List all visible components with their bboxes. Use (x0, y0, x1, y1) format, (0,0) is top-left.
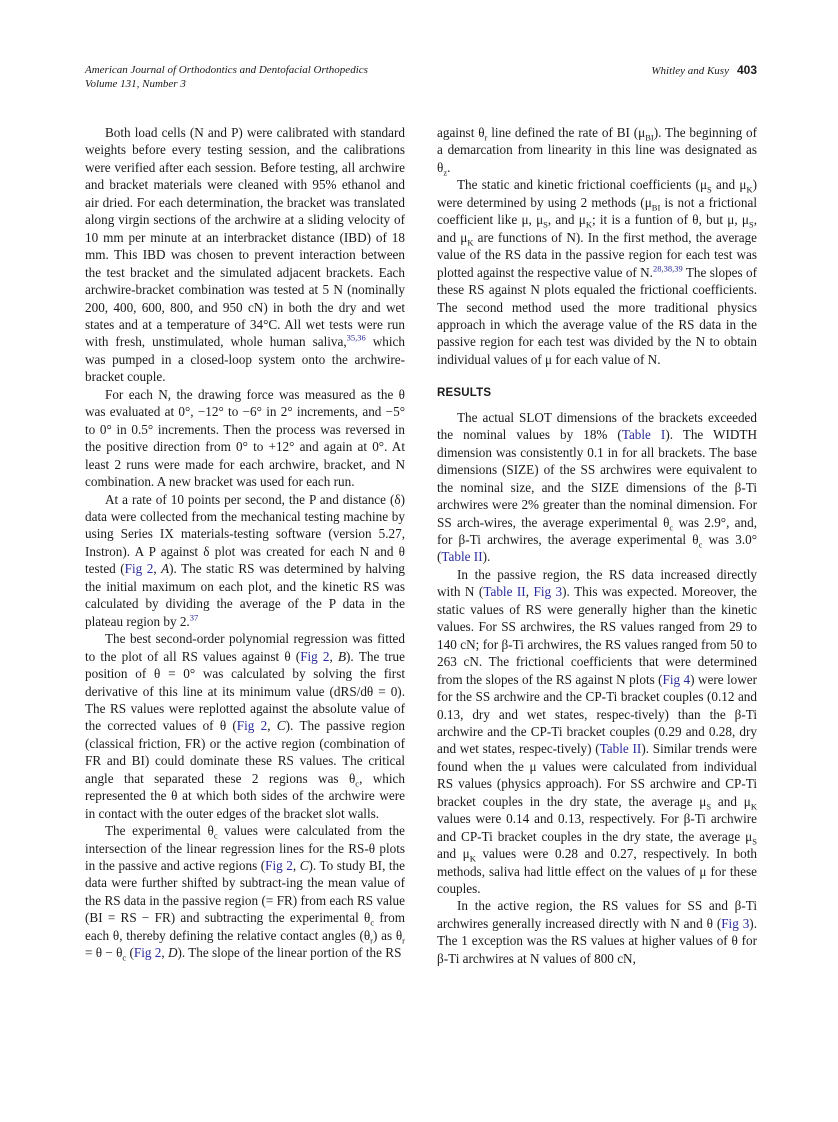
paragraph: The experimental $\theta_c$ values were calculated from the intersection of the linear regression lines for the RS-θ plots in the passive and active regions (Fig 2, C). To study BI, the data were further shifted by subtract-ing the mean value of the RS data in the passive region (= FR) from each RS value (BI = RS − FR) and subtracting the experimental $\theta_c$ from each θ, thereby defining the relative contact angles $(\theta_r)$ as $\theta_r = \theta - \theta_c$ (Fig 2, D). The slope of the linear portion of the RS (85, 823, 406, 963)
page-number: 403 (736, 63, 757, 77)
cross-reference-link[interactable]: Fig 2 (300, 648, 330, 664)
left-column (85, 124, 405, 962)
paragraph: The actual SLOT dimensions of the brackets exceeded the nominal values by 18% (Table I). The WIDTH dimension was consistently 0.1 in for all brackets. The base dimensions (SIZE) of the SS archwires were equivalent to the nominal size, and the SIZE dimensions of the β-Ti archwires were 2% greater than the nominal dimension. For SS arch-wires, the average experimental $\theta_c$ was 2.9°, and, for β-Ti archwires, the average experimental $\theta_c$ was 3.0° (Table II). (437, 409, 758, 565)
cross-reference-link[interactable]: Table II (441, 549, 483, 565)
paragraph: At a rate of 10 points per second, the P and distance (δ) data were collected from the mechanical testing machine by using Series IX materials-testing software (version 5.27, Instron). A P against δ plot was created for each N and θ tested (Fig 2, A). The static RS was determined by halving the initial maximum on each plot, and the kinetic RS was calculated by dividing the average of the P data in the plateau region by 2.37 (85, 491, 406, 629)
cross-reference-link[interactable]: Fig 4 (662, 671, 691, 687)
paragraph: In the active region, the RS values for SS and β-Ti archwires generally increased directly with N and θ (Fig 3). The 1 exception was the RS values at higher values of θ for β-Ti archwires at N values of 800 cN, (437, 898, 757, 966)
paragraph: The static and kinetic frictional coefficients ($\mu_S$ and $\mu_K$) were determined by using 2 methods ($\mu_{BI}$ is not a frictional coefficient like μ, $\mu_S$, and $\mu_K$; it is a funtion of θ, but μ, $\mu_S$, and $\mu_K$ are functions of N). In the first method, the average value of the RS data in the passive region for each test was plotted against the respective value of N.$^{28,38,39}$ The slopes of these RS against N plots equaled the frictional coefficients. The second method used the more traditional physics approach in which the average value of the RS data in the passive region for each test was divided by the N to obtain individual values of μ for each value of N. (437, 177, 757, 367)
cross-reference-link[interactable]: Table I (621, 427, 666, 443)
paragraph: against $\theta_r$ line defined the rate of BI $(\mu_{BI})$. The beginning of a demarcation from linearity in this line was designated as $\theta_z$. (437, 125, 758, 178)
citation-link[interactable]: 28,38,39 (652, 263, 683, 274)
paragraph: Both load cells (N and P) were calibrated with standard weights before every testing session, and the calibrations were verified after each session. Before testing, all archwire and bracket materials were cleaned with 95% ethanol and air dried. For each determination, the bracket was translated along virgin sections of the archwire at a sliding velocity of 10 mm per minute at an interbracket distance (IBD) of 18 mm. This IBD was chosen to prevent interaction between the test bracket and the simulated adjacent brackets. Each archwire-bracket combination was tested at 5 N (nominally 200, 400, 600, 800, and 950 cN) in both the dry and wet states and at a temperature of 34°C. All wet tests were run with fresh, unstimulated, whole human saliva,$^{35,36}$ which was pumped in a closed-loop system onto the archwire-bracket couple. (85, 125, 405, 385)
citation-link[interactable]: 35,36 (346, 333, 366, 344)
cross-reference-link[interactable]: Fig 3 (721, 915, 750, 931)
journal-volume: Volume 131, Number 3 (85, 78, 186, 90)
paragraph: The best second-order polynomial regression was fitted to the plot of all RS values against θ (Fig 2, B). The true position of θ = 0° was calculated by solving the first derivative of this line at its minimum value (dRS/dθ = 0). The RS values were replotted against the absolute value of the corrected values of θ (Fig 2, C). The passive region (classical friction, FR) or the active region (combination of FR and BI) could dominate these RS values. The critical angle that separated these 2 regions was $\theta_c$, which represented the θ at which both sides of the archwire were in contact with the outer edges of the bracket slot walls. (85, 631, 406, 821)
cross-reference-link[interactable]: Fig 2 (133, 945, 162, 961)
cross-reference-link[interactable]: Fig 2 (124, 561, 154, 577)
paragraph: For each N, the drawing force was measured as the θ was evaluated at 0°, −12° to −6° in 2° increments, and −5° to 0° in 0.5° increments. Then the process was reversed in the positive direction from 0° to +12° and again at 0°. At least 2 runs were made for each archwire, bracket, and N combination. A new bracket was used for each run. (85, 386, 405, 490)
authors: Whitley and Kusy (651, 65, 729, 77)
section-heading-results: RESULTS (437, 387, 492, 400)
cross-reference-link[interactable]: Fig 2 (265, 858, 293, 874)
cross-reference-link[interactable]: Table II (483, 584, 526, 600)
citation-link[interactable]: 37 (189, 612, 199, 623)
paragraph: In the passive region, the RS data increased directly with N (Table II, Fig 3). This was expected. Moreover, the static values of RS were generally higher than the kinetic values. For SS archwires, the RS values ranged from 29 to 140 cN; for β-Ti archwires, the RS values ranged from 50 to 263 cN. The frictional coefficients that were determined from the slopes of the RS against N plots (Fig 4) were lower for the SS archwire and the CP-Ti bracket couples (0.12 and 0.13, dry and wet states, respec-tively) than the β-Ti archwire and the CP-Ti bracket couples (0.29 and 0.28, dry and wet states, respec-tively) (Table II). Similar trends were found when the μ values were calculated from individual RS values (physics approach). For SS archwire and CP-Ti bracket couples in the dry state, the average $\mu_S$ and $\mu_K$ values were 0.14 and 0.13, respectively. For β-Ti archwire and CP-Ti bracket couples in the dry state, the average $\mu_S$ and $\mu_K$ values were 0.28 and 0.27, respectively. In both methods, saliva had little effect on the values of μ for these couples. (437, 566, 758, 897)
header-right (651, 63, 757, 78)
running-header (85, 63, 757, 91)
cross-reference-link[interactable]: Fig 3 (533, 584, 563, 600)
cross-reference-link[interactable]: Fig 2 (236, 718, 268, 734)
cross-reference-link[interactable]: Table II (599, 741, 642, 757)
journal-title: American Journal of Orthodontics and Dentofacial Orthopedics (85, 64, 368, 76)
right-column (437, 124, 757, 967)
